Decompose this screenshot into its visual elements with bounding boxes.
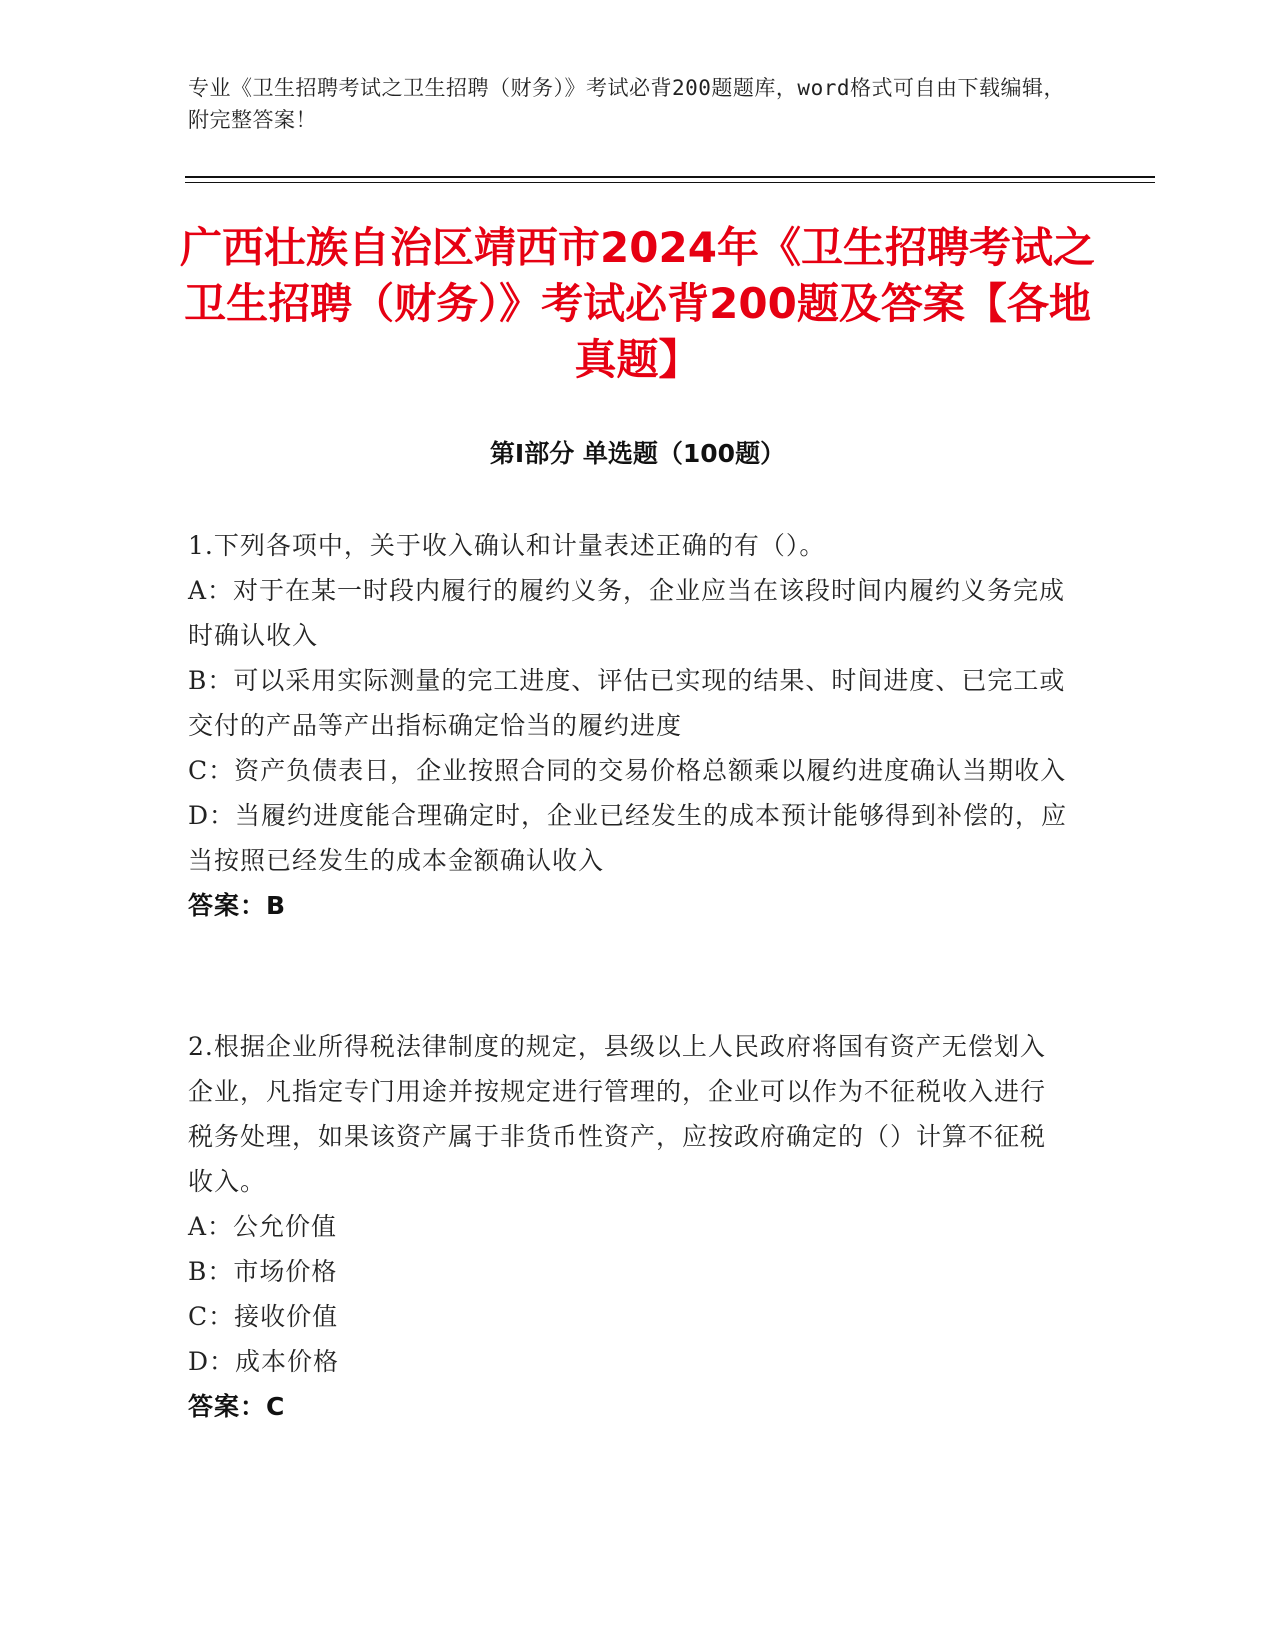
option-d: D：成本价格 [188,1347,340,1376]
question-stem: 2.根据企业所得税法律制度的规定，县级以上人民政府将国有资产无偿划入企业，凡指定专门用途并按规定进行管理的，企业可以作为不征税收入进行税务处理，如果该资产属于非货币性资产，应按政府确定的（）计算不征税收入。 [188,1032,1047,1196]
option-b: B：可以采用实际测量的完工进度、评估已实现的结果、时间进度、已完工或交付的产品等产出指标确定恰当的履约进度 [188,666,1066,740]
question-2 [188,1024,1068,1429]
option-d: D：当履约进度能合理确定时，企业已经发生的成本预计能够得到补偿的，应当按照已经发生的成本金额确认收入 [188,801,1068,875]
header-rule-thick [185,176,1155,178]
option-b: B：市场价格 [188,1257,338,1286]
answer: 答案：B [188,891,287,920]
question-stem: 1.下列各项中，关于收入确认和计量表述正确的有（）。 [188,531,826,560]
section-title: 第I部分 单选题（100题） [489,439,786,468]
option-c: C：资产负债表日，企业按照合同的交易价格总额乘以履约进度确认当期收入 [188,756,1067,785]
document-title: 广西壮族自治区靖西市2024年《卫生招聘考试之卫生招聘（财务）》考试必背200题及答案【各地真题】 [180,223,1095,384]
option-a: A：对于在某一时段内履行的履约义务，企业应当在该段时间内履约义务完成时确认收入 [188,576,1066,650]
header-note: 专业《卫生招聘考试之卫生招聘（财务）》考试必背200题题库，word格式可自由下载编辑，附完整答案！ [188,76,1065,132]
option-a: A：公允价值 [188,1212,338,1241]
option-c: C：接收价值 [188,1302,339,1331]
question-1 [188,523,1068,928]
header-rule-thin [185,182,1155,183]
answer: 答案：C [188,1392,286,1421]
